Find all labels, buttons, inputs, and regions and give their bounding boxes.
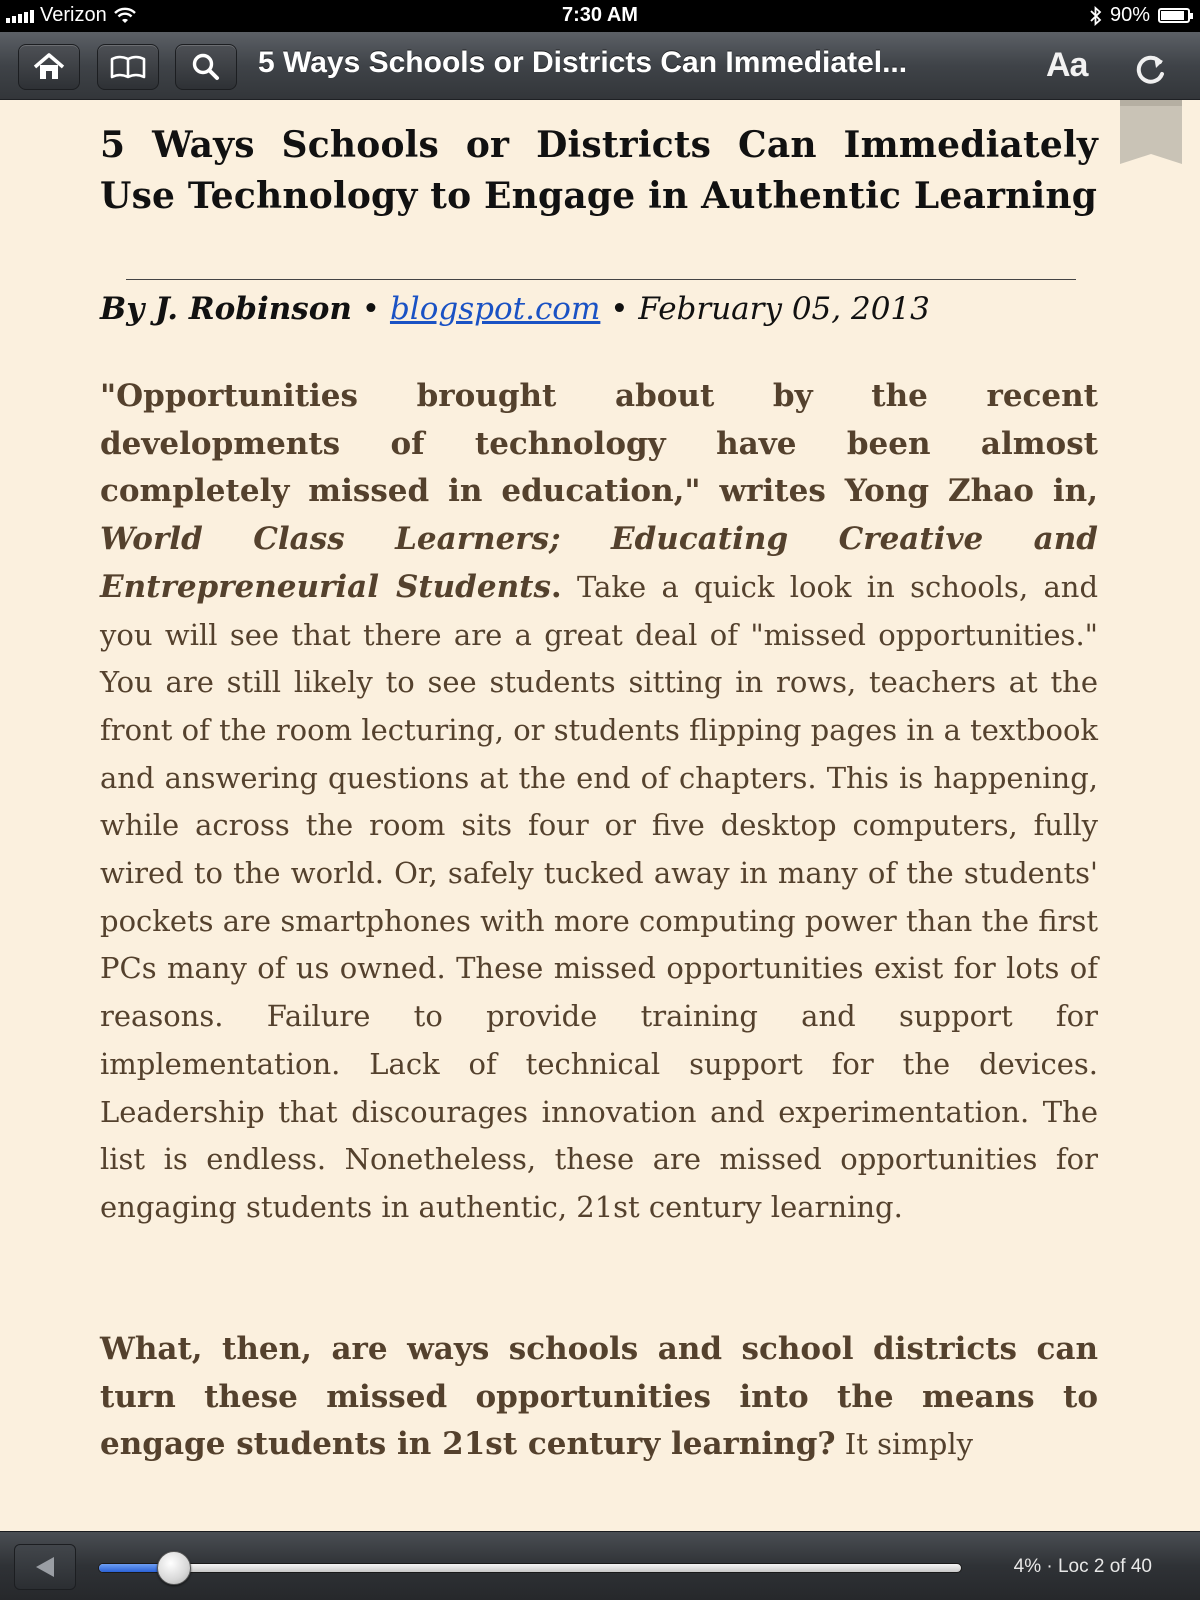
article-header: [100, 120, 1098, 222]
library-icon: [109, 54, 147, 80]
article-paragraph-1: [100, 373, 1098, 1232]
paragraph-body: It simply: [835, 1427, 974, 1462]
lead-quote: "Opportunities brought about by the recent developments of technology have been almost completely missed in education," writes Yong Zhao in,: [100, 378, 1098, 510]
font-settings-button[interactable]: Aa: [1046, 46, 1088, 84]
bookmark-ribbon-icon[interactable]: [1120, 100, 1182, 166]
book-title-end: .: [550, 568, 562, 605]
paragraph-body: Take a quick look in schools, and you will see that there are a great deal of "missed opportunities." You are still likely to see students sitting in rows, teachers at the front of the room lecturing, or students flipping pages in a textbook and answering questions at the end of chapters. This is happening, while across the room sits four or five desktop computers, fully wired to the world. Or, safely tucked away in many of the students' pockets are smartphones with more computing power than the first PCs many of us owned. These missed opportunities exist for lots of reasons. Failure to provide training and support for implementation. Lack of technical support for the devices. Leadership that discourages innovation and experimentation. The list is endless. Nonetheless, these are missed opportunities for engaging students in authentic, 21st century learning.: [100, 569, 1099, 1224]
byline: [100, 291, 1100, 327]
home-icon: [32, 52, 66, 82]
status-bar: [0, 0, 1200, 32]
byline-separator: •: [600, 291, 639, 327]
byline-date: February 05, 2013: [638, 291, 930, 327]
back-button[interactable]: [14, 1544, 76, 1590]
book-title: World Class Learners; Educating Creative and Entrepreneurial Students: [100, 521, 1098, 605]
battery-percent: 90%: [1109, 4, 1150, 26]
reader-bottom-bar: [0, 1531, 1200, 1600]
article-paragraph-2: [100, 1326, 1098, 1469]
article-title: 5 Ways Schools or Districts Can Immediately Use Technology to Engage in Authentic Learning: [100, 124, 1098, 217]
lead-question: What, then, are ways schools and school districts can turn these missed opportunities into the means to engage students in 21st century learning?: [100, 1331, 1098, 1463]
home-button[interactable]: [18, 44, 80, 90]
back-arrow-icon: [34, 1555, 56, 1579]
toolbar-title: 5 Ways Schools or Districts Can Immediatel...: [258, 46, 908, 79]
bluetooth-icon: [1090, 6, 1102, 26]
reader-toolbar: [0, 32, 1200, 100]
progress-label: 4% · Loc 2 of 40: [1013, 1556, 1152, 1577]
source-link[interactable]: blogspot.com: [389, 291, 601, 327]
refresh-icon[interactable]: [1130, 50, 1170, 90]
search-icon: [191, 52, 221, 82]
byline-separator: •: [351, 291, 390, 327]
status-time: 7:30 AM: [562, 4, 638, 26]
carrier-name: Verizon: [40, 4, 107, 26]
progress-slider-thumb[interactable]: [157, 1551, 191, 1585]
status-right: [1090, 4, 1190, 27]
library-button[interactable]: [97, 44, 159, 90]
byline-author: By J. Robinson: [100, 291, 352, 327]
search-button[interactable]: [175, 44, 237, 90]
title-divider: [126, 279, 1076, 280]
progress-slider-track[interactable]: [98, 1563, 962, 1573]
battery-icon: [1158, 8, 1190, 23]
